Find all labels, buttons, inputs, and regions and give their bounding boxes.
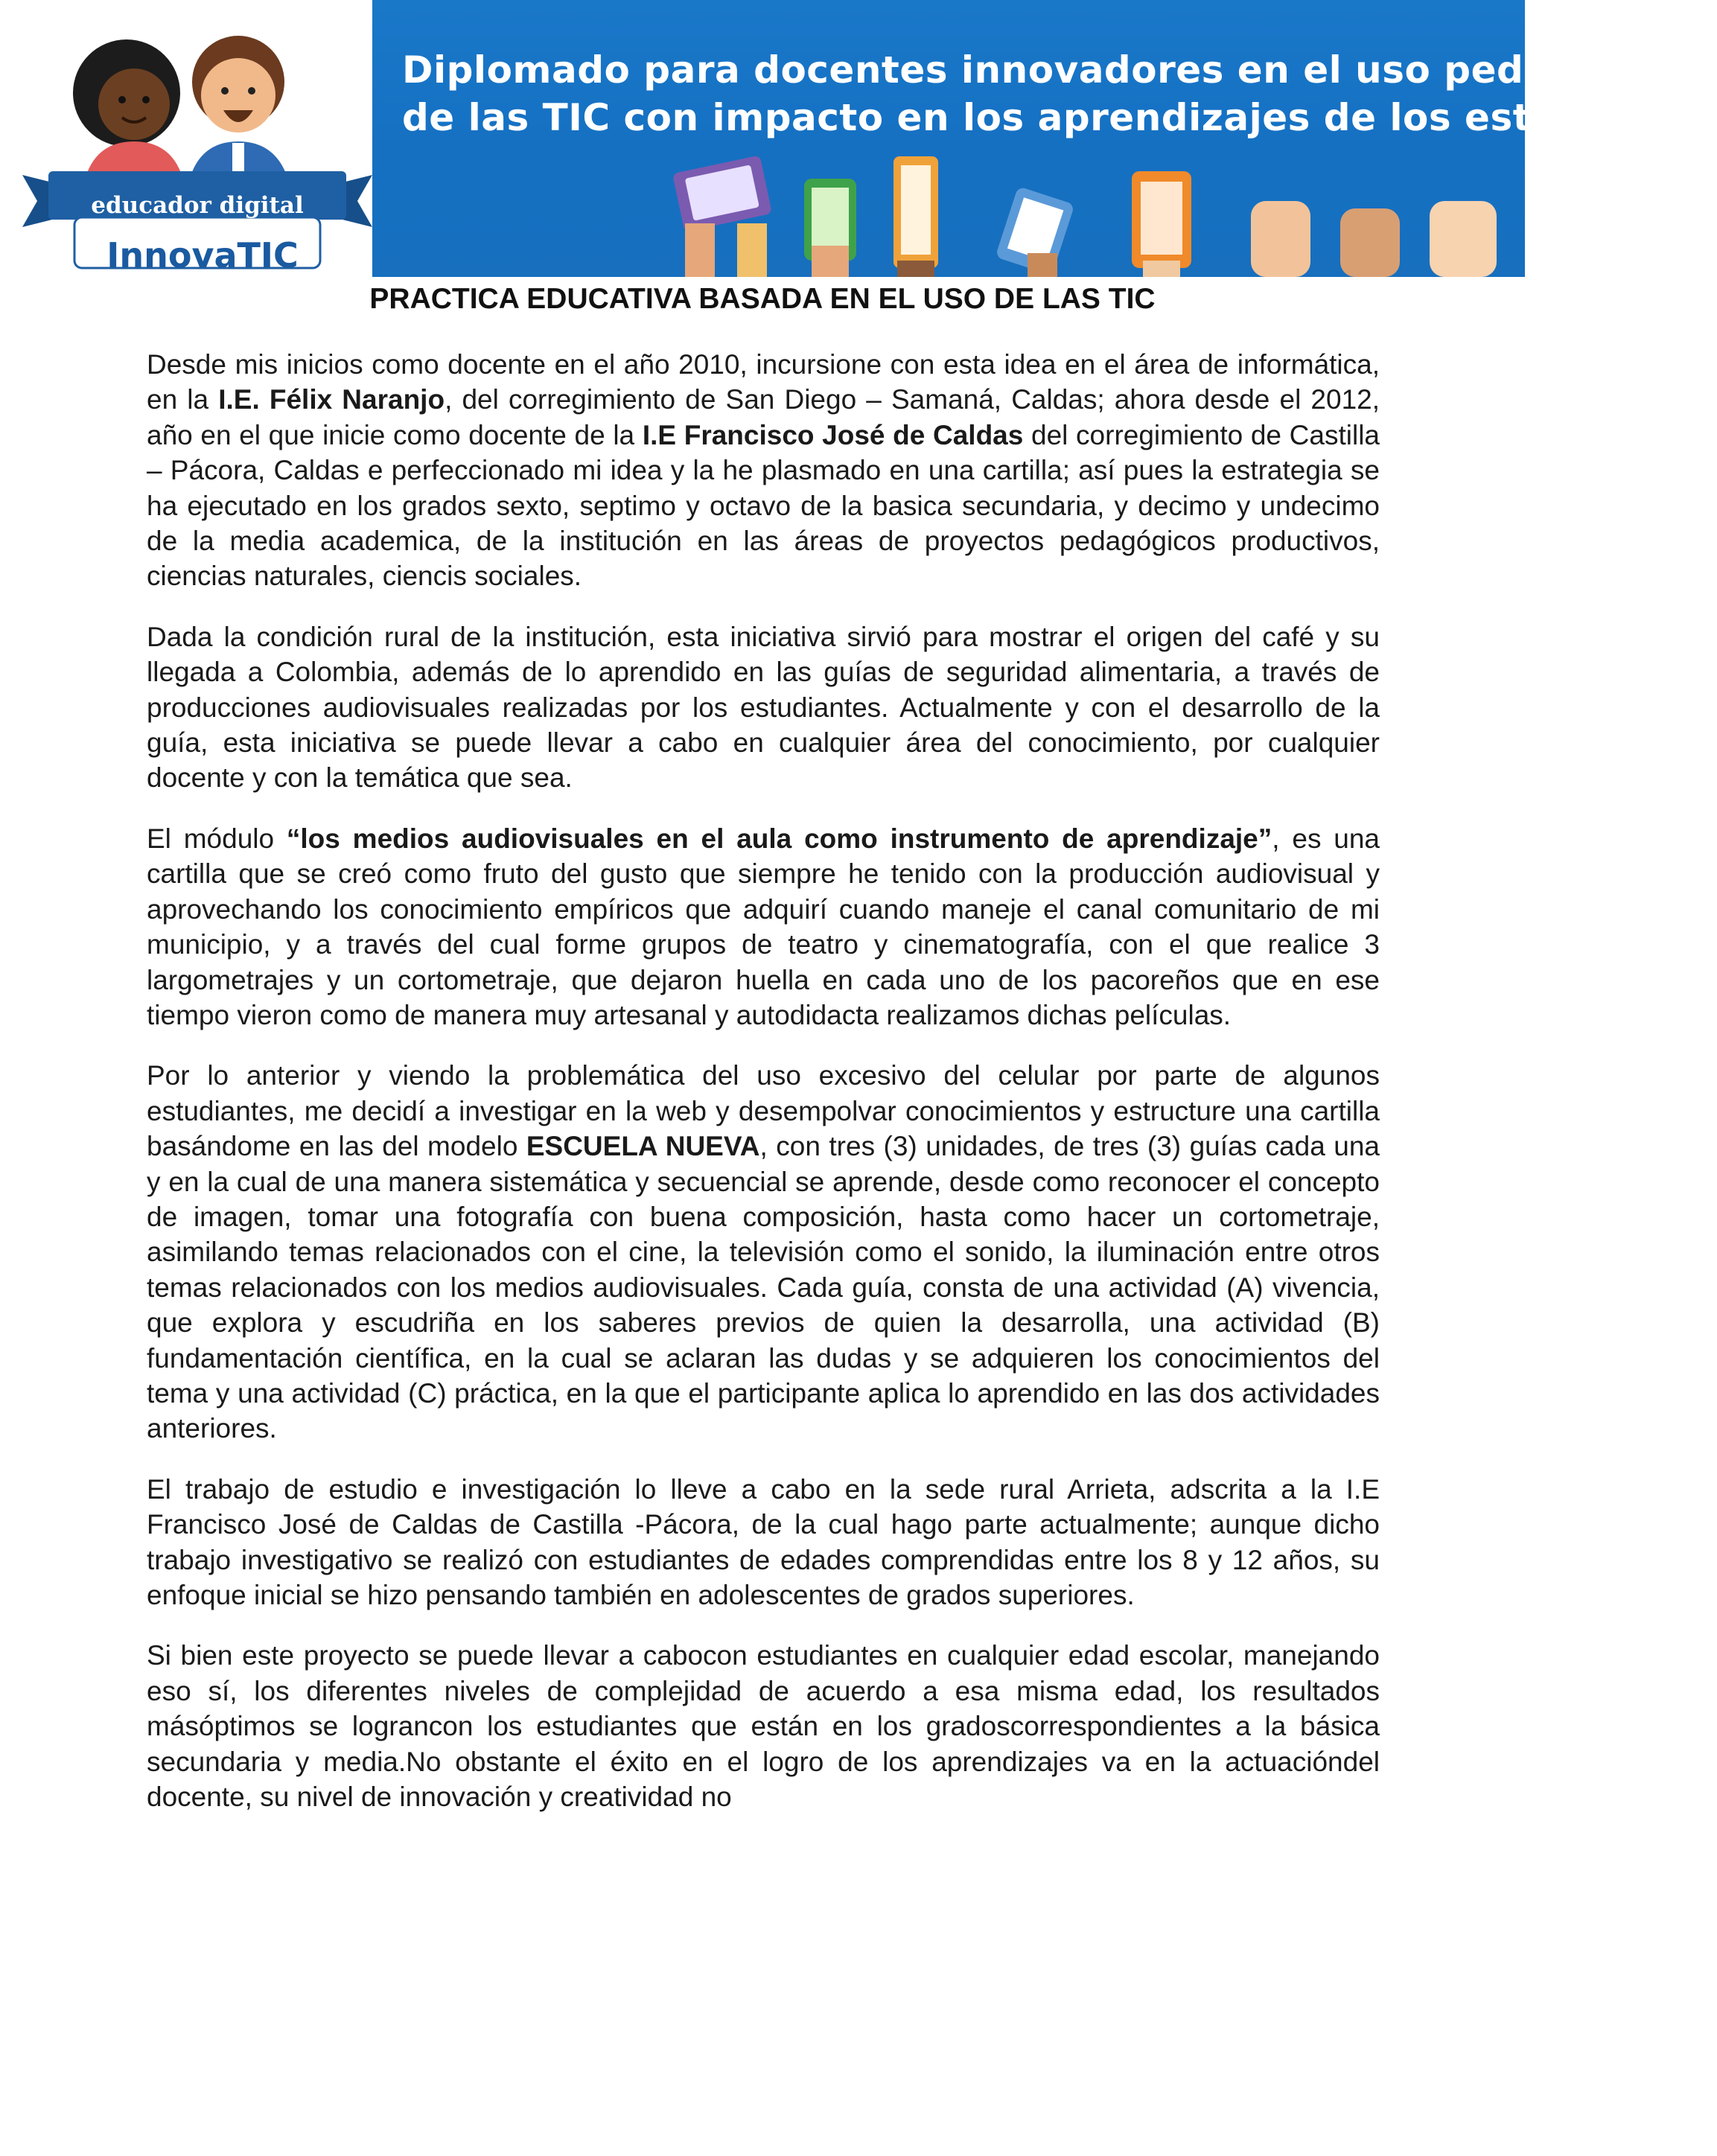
banner-title-line-2: de las TIC con impacto en los aprendizajes de los estudiantes — [402, 96, 1717, 139]
p4-bold-model: ESCUELA NUEVA — [526, 1131, 760, 1162]
p4-text-c: , con tres (3) unidades, de tres (3) guías cada una y en la cual de una manera sistemática y secuencial se aprende, desde como reconocer el concepto de imagen, tomar una fotografía con buena composición, hasta como hacer un cortometraje, asimilando temas relacionados con el cine, la televisión como el sonido, la iluminación entre otros temas relacionados con los medios audiovisuales. Cada guía, consta de una actividad (A) vivencia, que explora y escudriña en los saberes previos de quien la desarrolla, una actividad (B) fundamentación científica, en la cual se aclaran las dudas y se adquieren los conocimientos del tema y una actividad (C) práctica, en la que el participante aplica lo aprendido en las dos actividades anteriores. — [147, 1131, 1380, 1444]
paragraph-6: Si bien este proyecto se puede llevar a cabocon estudiantes en cualquier edad escolar, manejando eso sí, los diferentes niveles de complejidad de acuerdo a esa misma edad, los resultados másóptimos se lograncon los estudiantes que están en los gradoscorrespondientes a la básica secundaria y media.No obstante el éxito en el logro de los aprendizajes va en la actuacióndel docente, su nivel de innovación y creatividad no — [147, 1640, 1380, 1813]
p3-text-a: El módulo — [147, 823, 287, 854]
paragraph-2: Dada la condición rural de la institución, esta iniciativa sirvió para mostrar el origen del café y su llegada a Colombia, además de lo aprendido en las guías de seguridad alimentaria, a través de producciones audiovisuales realizadas por los estudiantes. Actualmente y con el desarrollo de la guía, esta iniciativa se puede llevar a cabo en cualquier área del conocimiento, por cualquier docente y con la temática que sea. — [147, 621, 1380, 794]
logo-subtitle: educador digital — [91, 192, 304, 219]
logo-brand: InnovaTIC — [106, 235, 299, 275]
innovatic-logo — [22, 22, 372, 275]
p3-text-c: , es una cartilla que se creó como fruto del gusto que siempre he tenido con la producción audiovisual y aprovechando los conocimiento empíricos que adquirí cuando maneje el canal comunitario de mi municipio, y a través del cual forme grupos de teatro y cinematografía, con el que realice 3 largometrajes y un cortometraje, que dejaron huella en cada uno de los pacoreños que en ese tiempo vieron como de manera muy artesanal y autodidacta realizamos dichas películas. — [147, 823, 1380, 1030]
paragraph-5: El trabajo de estudio e investigación lo lleve a cabo en la sede rural Arrieta, adscrita a la I.E Francisco José de Caldas de Castilla -Pácora, de la cual hago parte actualmente; aunque dicho trabajo investigativo se realizó con estudiantes de edades comprendidas entre los 8 y 12 años, su enfoque inicial se hizo pensando también en adolescentes de grados superiores. — [147, 1473, 1380, 1610]
document-body — [147, 347, 1380, 1840]
paragraph-3 — [147, 821, 1380, 1033]
p1-text-d: del corregimiento de Castilla – Pácora, Caldas e perfeccionado mi idea y la he plasmado en una cartilla; así pues la estrategia se ha ejecutado en los grados sexto, septimo y octavo de la basica secundaria, y decimo y undecimo de la media academica, de la institución en las áreas de proyectos pedagógicos productivos, ciencias naturales, ciencis sociales. — [147, 419, 1380, 592]
banner-title — [402, 46, 1717, 141]
p3-bold-module-title: “los medios audiovisuales en el aula como instrumento de aprendizaje” — [286, 823, 1272, 854]
hands-with-devices-icon — [655, 149, 1519, 277]
p1-text-c: , del corregimiento de San Diego – Samaná, Caldas; ahora desde el 2012, año en el que inicie como docente de la — [147, 384, 1380, 450]
banner-title-line-1: Diplomado para docentes innovadores en el uso pedagógico — [402, 48, 1691, 92]
paragraph-4 — [147, 1058, 1380, 1446]
p1-bold-school-1: I.E. Félix Naranjo — [218, 384, 445, 415]
educators-illustration-icon — [22, 22, 372, 268]
p1-text-a: Desde mis inicios como docente en el año 2010, incursione con esta idea en el área de informática, en la — [147, 349, 1380, 415]
document-title: PRACTICA EDUCATIVA BASADA EN EL USO DE LAS TIC — [369, 283, 1156, 315]
paragraph-1 — [147, 347, 1380, 594]
header-banner — [0, 0, 1717, 277]
p4-text-a: Por lo anterior y viendo la problemática del uso excesivo del celular por parte de algunos estudiantes, me decidí a investigar en la web y desempolvar conocimientos y estructure una cartilla basándome en las del modelo — [147, 1060, 1380, 1162]
p1-bold-school-2: I.E Francisco José de Caldas — [642, 419, 1024, 450]
